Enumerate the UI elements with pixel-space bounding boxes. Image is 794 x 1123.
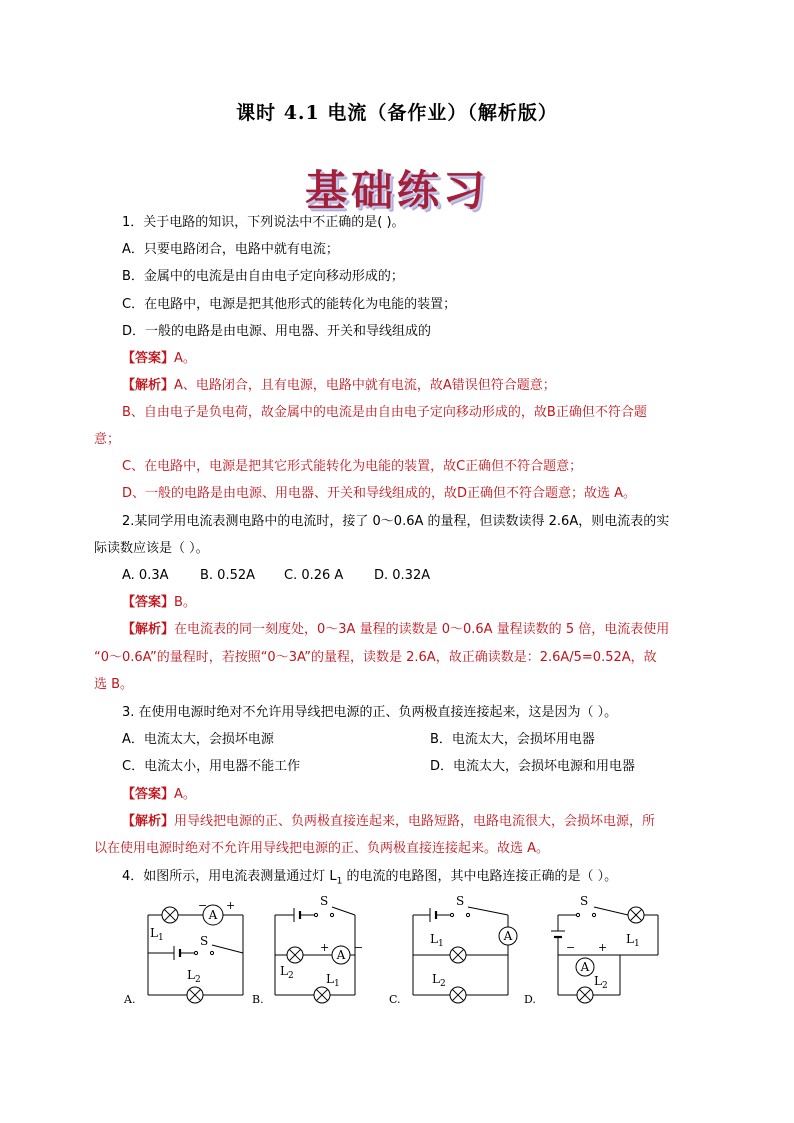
q4-stem-pre: 4．如图所示，用电流表测量通过灯 L bbox=[122, 869, 337, 884]
q2-stem-1: 2.某同学用电流表测电路中的电流时，接了 0～0.6A 的量程，但读数读得 2.6A，则电流表的实 bbox=[122, 514, 670, 529]
q1-analysis-4: D、一般的电路是由电源、用电器、开关和导线组成的，故D正确但不符合题意；故选 A。 bbox=[122, 486, 637, 501]
svg-text:L2 bbox=[280, 964, 294, 981]
q3-option-d: D．电流太大，会损坏电源和用电器 bbox=[430, 759, 636, 774]
answer-text: A。 bbox=[174, 787, 196, 802]
polarity-a-minus: − bbox=[198, 899, 208, 912]
answer-tag: 【答案】 bbox=[122, 351, 175, 366]
svg-text:L2 bbox=[187, 968, 201, 985]
q2-answer bbox=[122, 594, 196, 612]
polarity-b-minus: − bbox=[354, 941, 364, 954]
analysis-text: 在电流表的同一刻度处，0～3A 量程的读数是 0～0.6A 量程读数的 5 倍，电流表使用 bbox=[174, 622, 670, 637]
lamp-label-sub: 2 bbox=[439, 979, 446, 989]
q3-option-c: C．电流太小，用电器不能工作 bbox=[122, 759, 301, 774]
svg-text:L1 bbox=[150, 926, 164, 943]
q3-analysis-2: 以在使用电源时绝对不允许用导线把电源的正、负两极直接连接起来。故选 A。 bbox=[94, 841, 550, 856]
lamp-label-sub: 2 bbox=[194, 975, 201, 985]
svg-text:L2 bbox=[594, 974, 608, 991]
q1-analysis-2: B、自由电子是负电荷，故金属中的电流是由自由电子定向移动形成的，故B正确但不符合题 bbox=[122, 405, 647, 420]
answer-text: A。 bbox=[174, 351, 196, 366]
circuit-diagrams bbox=[0, 895, 794, 1015]
q2-option-d: D. 0.32A bbox=[374, 568, 431, 583]
q1-analysis-1 bbox=[122, 377, 556, 395]
q1-analysis-2b: 意； bbox=[94, 432, 121, 447]
svg-text:L2 bbox=[432, 972, 446, 989]
analysis-tag: 【解析】 bbox=[122, 814, 175, 829]
q1-option-b: B．金属中的电流是由自由电子定向移动形成的； bbox=[122, 269, 404, 284]
q1-stem: 1．关于电路的知识，下列说法中不正确的是( )。 bbox=[122, 215, 405, 230]
q4-option-a: A. bbox=[124, 993, 136, 1006]
switch-c-label: S bbox=[456, 895, 465, 908]
svg-text:L1 bbox=[430, 932, 444, 949]
q2-analysis-3: 选 B。 bbox=[94, 677, 134, 692]
lamp-c-l2 bbox=[450, 987, 466, 1003]
q3-analysis-1 bbox=[122, 813, 655, 831]
lamp-c-l1 bbox=[450, 947, 466, 963]
ammeter-d-label: A bbox=[580, 960, 590, 974]
q4-stem-sub: 1 bbox=[336, 876, 343, 887]
q2-analysis-1 bbox=[122, 621, 669, 639]
lamp-label-sub: 2 bbox=[601, 981, 608, 991]
q4-stem-post: 的电流的电路图，其中电路连接正确的是（ ）。 bbox=[342, 869, 618, 884]
analysis-text: 用导线把电源的正、负两极直接连起来，电路短路，电路电流很大，会损坏电源，所 bbox=[174, 814, 656, 829]
lamp-label-sub: 1 bbox=[633, 939, 640, 949]
lamp-b-l1 bbox=[314, 987, 330, 1003]
lamp-label-sub: 1 bbox=[157, 933, 164, 943]
q3-stem: 3. 在使用电源时绝对不允许用导线把电源的正、负两极直接连接起来，这是因为（ ）。 bbox=[122, 705, 618, 720]
section-banner: 基础练习 bbox=[304, 166, 489, 215]
q1-analysis-3: C、在电路中，电源是把其它形式能转化为电能的装置，故C正确但不符合题意； bbox=[122, 459, 583, 474]
q3-option-b: B．电流太大，会损坏用电器 bbox=[430, 732, 595, 747]
q1-option-a: A．只要电路闭合，电路中就有电流； bbox=[122, 242, 339, 257]
lamp-d-l1 bbox=[628, 907, 644, 923]
q4-option-b: B. bbox=[252, 993, 264, 1006]
lamp-label-letter: L bbox=[430, 932, 438, 946]
q1-answer bbox=[122, 350, 196, 368]
answer-tag: 【答案】 bbox=[122, 787, 175, 802]
svg-text:L1 bbox=[326, 972, 340, 989]
svg-text:L1 bbox=[626, 932, 640, 949]
polarity-d-minus: − bbox=[566, 941, 576, 954]
answer-tag: 【答案】 bbox=[122, 595, 175, 610]
ammeter-b-label: A bbox=[336, 948, 346, 962]
lamp-label-letter: L bbox=[326, 972, 334, 986]
lamp-label-letter: L bbox=[280, 964, 288, 978]
lamp-a-l2 bbox=[187, 987, 203, 1003]
q4-option-d: D. bbox=[524, 993, 536, 1006]
ammeter-c-label: A bbox=[503, 929, 513, 943]
switch-a-label: S bbox=[200, 934, 209, 948]
lamp-label-letter: L bbox=[432, 972, 440, 986]
q2-option-a: A. 0.3A bbox=[122, 568, 169, 583]
page-title: 课时 4.1 电流（备作业）（解析版） bbox=[236, 102, 558, 124]
polarity-a-plus: + bbox=[226, 899, 236, 912]
analysis-tag: 【解析】 bbox=[122, 378, 175, 393]
q3-option-a: A．电流太大，会损坏电源 bbox=[122, 732, 274, 747]
q1-option-c: C．在电路中，电源是把其他形式的能转化为电能的装置； bbox=[122, 297, 457, 312]
lamp-label-letter: L bbox=[150, 926, 158, 940]
lamp-label-letter: L bbox=[594, 974, 602, 988]
lamp-a-l1 bbox=[162, 907, 178, 923]
switch-b-label: S bbox=[320, 895, 329, 908]
lamp-label-sub: 1 bbox=[333, 979, 340, 989]
lamp-b-l2 bbox=[287, 947, 303, 963]
polarity-b-plus: + bbox=[320, 941, 330, 954]
ammeter-a-label: A bbox=[208, 908, 218, 922]
q1-option-d: D．一般的电路是由电源、用电器、开关和导线组成的 bbox=[122, 324, 432, 339]
q2-option-b: B. 0.52A bbox=[200, 568, 256, 583]
q2-stem-2: 际读数应该是（ ）。 bbox=[94, 541, 209, 556]
lamp-label-sub: 2 bbox=[287, 971, 294, 981]
lamp-label-letter: L bbox=[187, 968, 195, 982]
analysis-tag: 【解析】 bbox=[122, 622, 175, 637]
analysis-text: A、电路闭合，且有电源，电路中就有电流，故A错误但符合题意； bbox=[174, 378, 556, 393]
q3-answer bbox=[122, 786, 196, 804]
q4-stem bbox=[122, 868, 617, 891]
q4-option-c: C. bbox=[389, 993, 401, 1006]
lamp-d-l2 bbox=[577, 987, 593, 1003]
switch-d-label: S bbox=[580, 895, 589, 908]
lamp-label-letter: L bbox=[626, 932, 634, 946]
q2-option-c: C. 0.26 A bbox=[284, 568, 344, 583]
polarity-d-plus: + bbox=[598, 941, 608, 954]
answer-text: B。 bbox=[174, 595, 196, 610]
q2-analysis-2: “0～0.6A”的量程时，若按照“0～3A”的量程，读数是 2.6A，故正确读数是：2.6A/5=0.52A，故 bbox=[94, 650, 657, 665]
lamp-label-sub: 1 bbox=[437, 939, 444, 949]
